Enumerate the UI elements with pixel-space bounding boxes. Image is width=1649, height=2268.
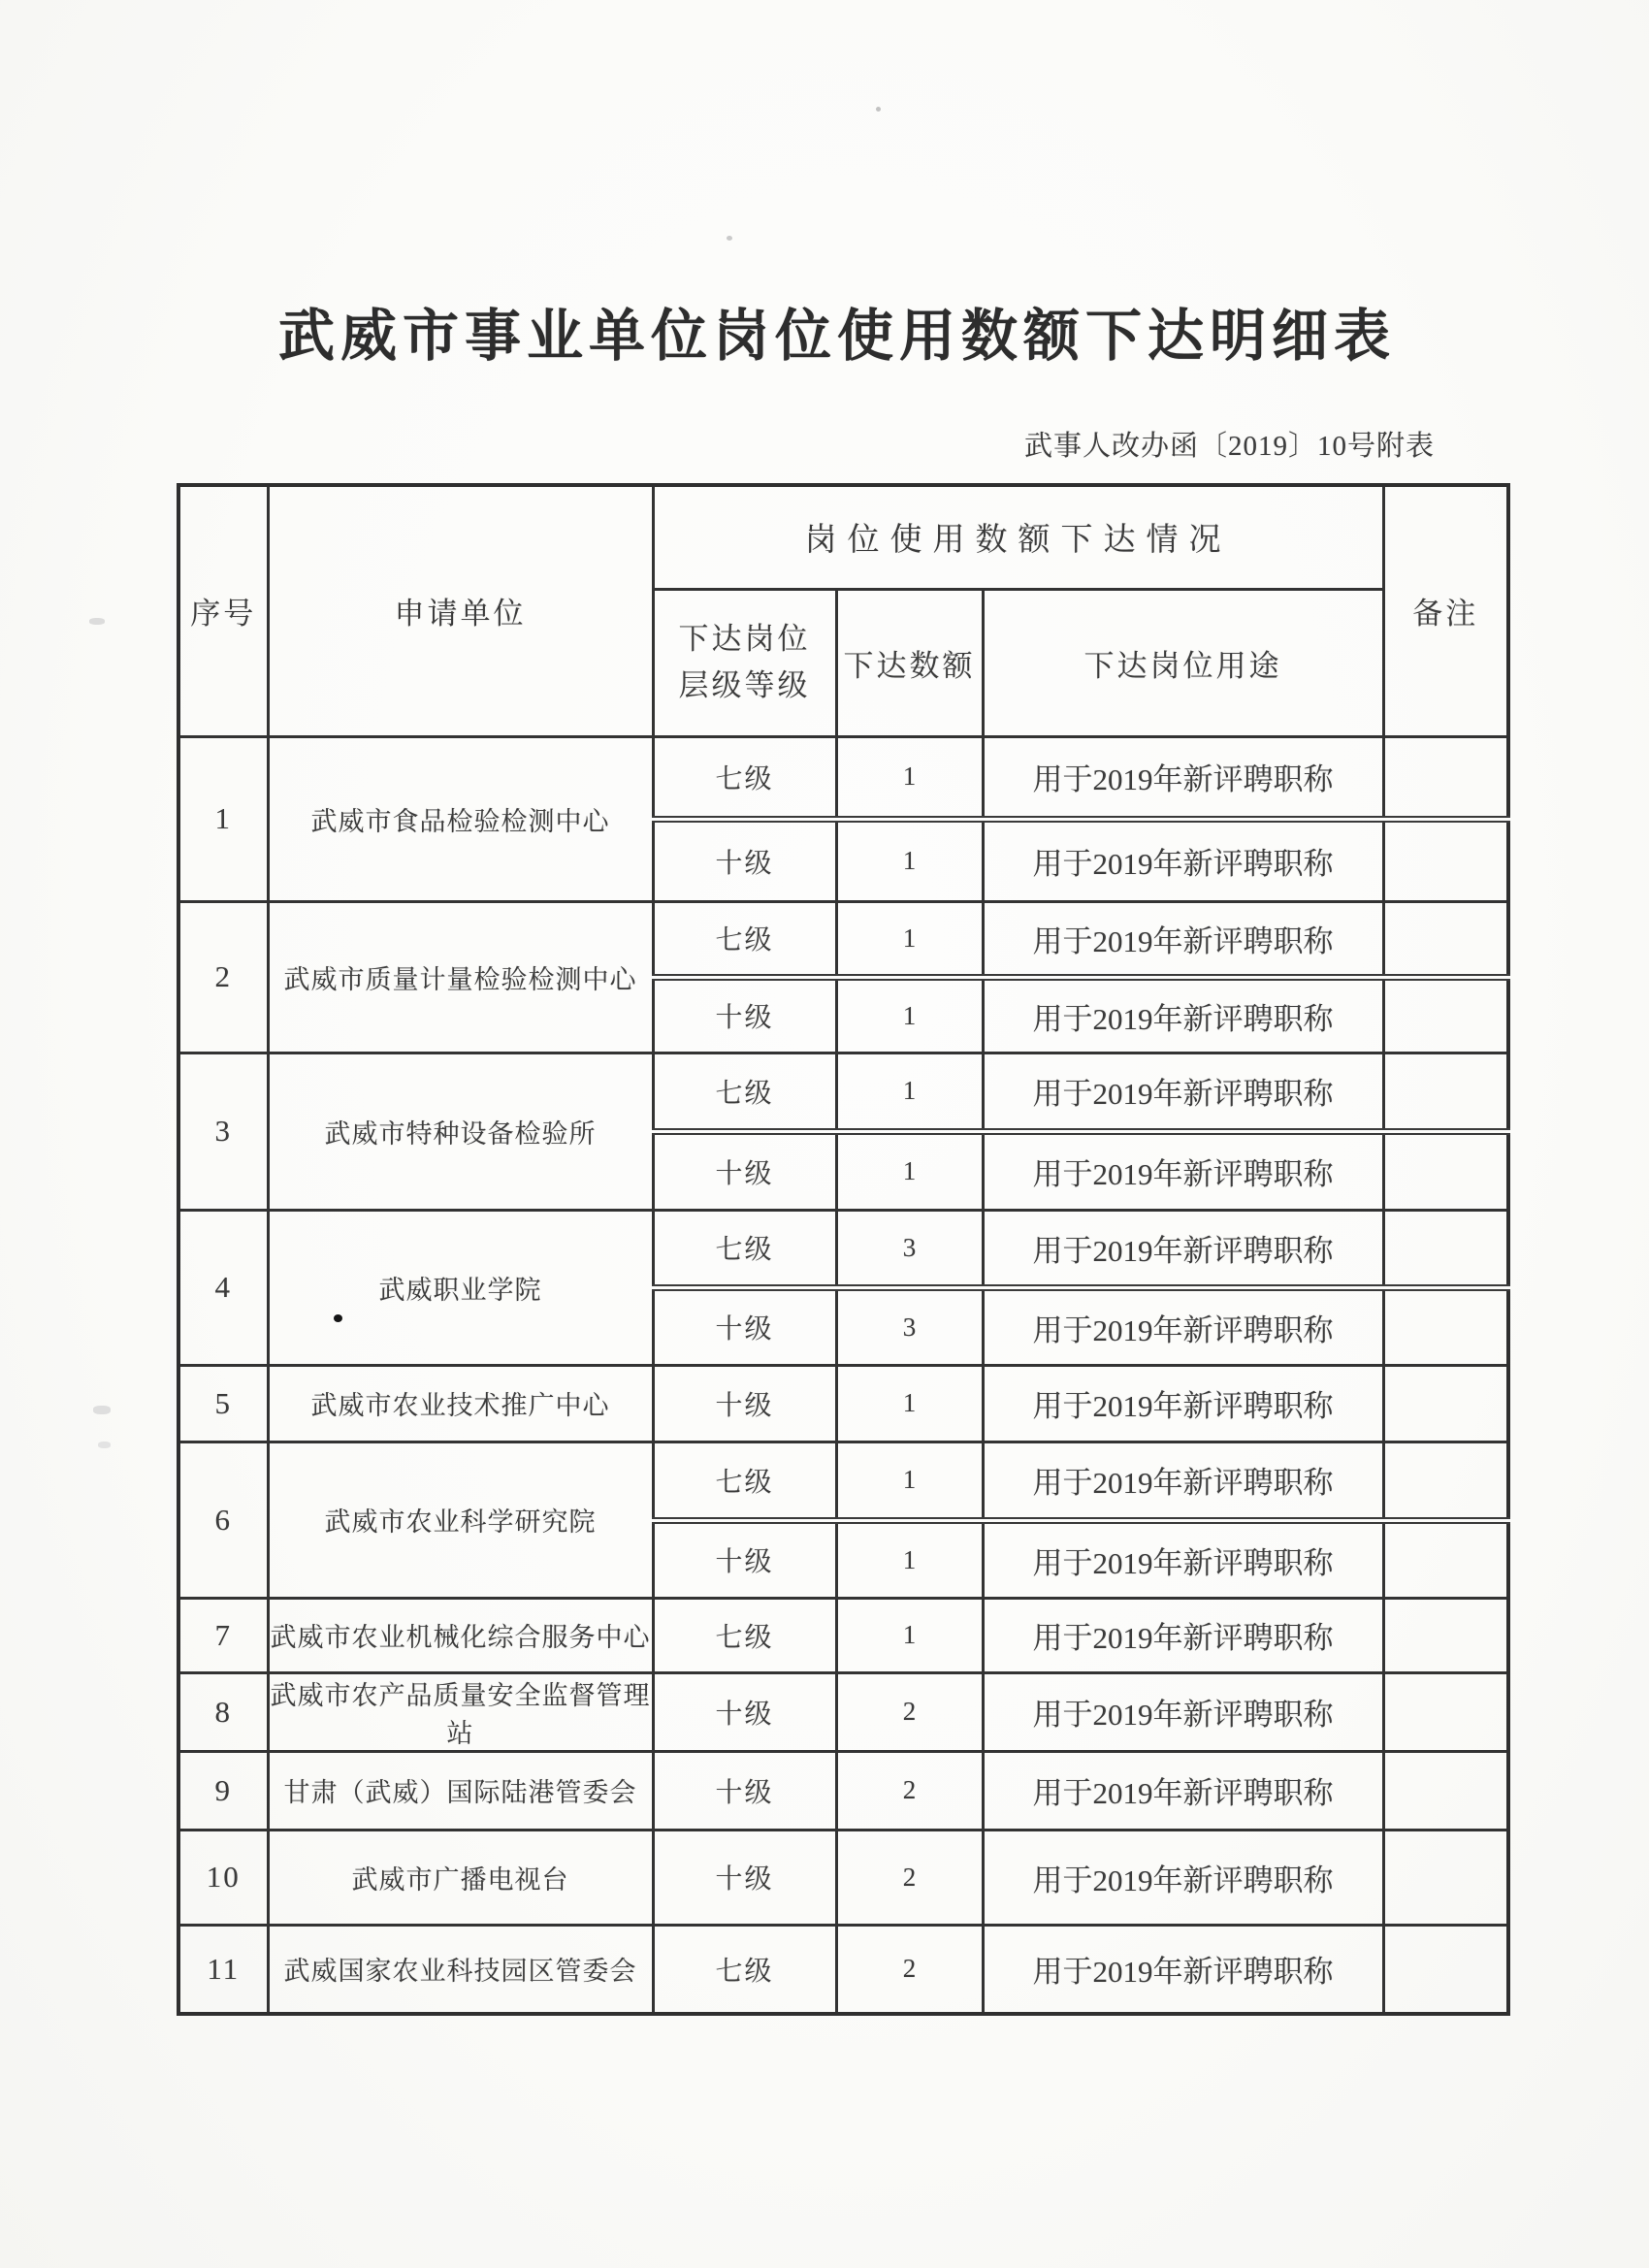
amount-cell: 1 xyxy=(836,977,983,1053)
seq-cell: 6 xyxy=(178,1442,268,1598)
amount-cell: 1 xyxy=(836,819,983,901)
unit-cell: 武威国家农业科技园区管委会 xyxy=(268,1925,653,2014)
remark-cell xyxy=(1383,1598,1508,1672)
level-cell: 七级 xyxy=(653,1053,836,1131)
unit-cell: 武威职业学院 xyxy=(268,1210,653,1365)
amount-cell: 1 xyxy=(836,1520,983,1598)
seq-cell: 2 xyxy=(178,901,268,1053)
scan-speck xyxy=(93,1406,111,1414)
remark-cell xyxy=(1383,977,1508,1053)
purpose-cell: 用于2019年新评聘职称 xyxy=(983,901,1383,977)
amount-cell: 1 xyxy=(836,901,983,977)
scan-speck xyxy=(876,107,881,112)
unit-cell: 武威市广播电视台 xyxy=(268,1830,653,1925)
header-remark: 备注 xyxy=(1383,485,1508,736)
level-cell: 七级 xyxy=(653,1925,836,2014)
scan-speck xyxy=(89,618,105,625)
purpose-cell: 用于2019年新评聘职称 xyxy=(983,977,1383,1053)
header-purpose: 下达岗位用途 xyxy=(983,589,1383,736)
header-seq: 序号 xyxy=(178,485,268,736)
purpose-cell: 用于2019年新评聘职称 xyxy=(983,1925,1383,2014)
level-cell: 十级 xyxy=(653,1830,836,1925)
unit-cell: 武威市农业科学研究院 xyxy=(268,1442,653,1598)
document-title: 武威市事业单位岗位使用数额下达明细表 xyxy=(277,305,1396,368)
unit-cell: 武威市农业技术推广中心 xyxy=(268,1365,653,1442)
remark-cell xyxy=(1383,1053,1508,1131)
seq-cell: 10 xyxy=(178,1830,268,1925)
purpose-cell: 用于2019年新评聘职称 xyxy=(983,1598,1383,1672)
remark-cell xyxy=(1383,1442,1508,1520)
amount-cell: 2 xyxy=(836,1925,983,2014)
purpose-cell: 用于2019年新评聘职称 xyxy=(983,1442,1383,1520)
amount-cell: 3 xyxy=(836,1287,983,1365)
unit-cell: 武威市农产品质量安全监督管理站 xyxy=(268,1672,653,1751)
unit-cell: 武威市质量计量检验检测中心 xyxy=(268,901,653,1053)
remark-cell xyxy=(1383,1287,1508,1365)
header-group: 岗位使用数额下达情况 xyxy=(653,485,1383,589)
header-unit: 申请单位 xyxy=(268,485,653,736)
remark-cell xyxy=(1383,901,1508,977)
seq-cell: 4 xyxy=(178,1210,268,1365)
remark-cell xyxy=(1383,1131,1508,1210)
level-cell: 十级 xyxy=(653,1520,836,1598)
seq-cell: 1 xyxy=(178,736,268,901)
amount-cell: 1 xyxy=(836,1598,983,1672)
seq-cell: 8 xyxy=(178,1672,268,1751)
level-cell: 十级 xyxy=(653,1751,836,1830)
seq-cell: 11 xyxy=(178,1925,268,2014)
remark-cell xyxy=(1383,1751,1508,1830)
remark-cell xyxy=(1383,1520,1508,1598)
remark-cell xyxy=(1383,1365,1508,1442)
purpose-cell: 用于2019年新评聘职称 xyxy=(983,1131,1383,1210)
level-cell: 十级 xyxy=(653,1131,836,1210)
level-cell: 十级 xyxy=(653,1287,836,1365)
level-cell: 十级 xyxy=(653,819,836,901)
level-cell: 七级 xyxy=(653,1442,836,1520)
purpose-cell: 用于2019年新评聘职称 xyxy=(983,1751,1383,1830)
purpose-cell: 用于2019年新评聘职称 xyxy=(983,1830,1383,1925)
amount-cell: 1 xyxy=(836,1365,983,1442)
amount-cell: 1 xyxy=(836,736,983,819)
amount-cell: 1 xyxy=(836,1131,983,1210)
unit-cell: 甘肃（武威）国际陆港管委会 xyxy=(268,1751,653,1830)
scan-speck xyxy=(98,1442,111,1448)
remark-cell xyxy=(1383,1210,1508,1287)
amount-cell: 2 xyxy=(836,1830,983,1925)
purpose-cell: 用于2019年新评聘职称 xyxy=(983,736,1383,819)
scan-speck xyxy=(727,236,732,241)
amount-cell: 3 xyxy=(836,1210,983,1287)
seq-cell: 7 xyxy=(178,1598,268,1672)
remark-cell xyxy=(1383,1925,1508,2014)
purpose-cell: 用于2019年新评聘职称 xyxy=(983,1520,1383,1598)
remark-cell xyxy=(1383,736,1508,819)
remark-cell xyxy=(1383,819,1508,901)
header-level-label: 下达岗位层级等级 xyxy=(678,621,811,702)
level-cell: 七级 xyxy=(653,901,836,977)
purpose-cell: 用于2019年新评聘职称 xyxy=(983,1287,1383,1365)
document-reference-number: 武事人改办函〔2019〕10号附表 xyxy=(1023,431,1435,462)
level-cell: 七级 xyxy=(653,736,836,819)
scan-speck xyxy=(334,1314,342,1322)
purpose-cell: 用于2019年新评聘职称 xyxy=(983,1210,1383,1287)
unit-cell: 武威市特种设备检验所 xyxy=(268,1053,653,1210)
header-level xyxy=(653,589,836,736)
amount-cell: 2 xyxy=(836,1672,983,1751)
remark-cell xyxy=(1383,1672,1508,1751)
purpose-cell: 用于2019年新评聘职称 xyxy=(983,1053,1383,1131)
quota-table xyxy=(177,483,1510,2016)
remark-cell xyxy=(1383,1830,1508,1925)
purpose-cell: 用于2019年新评聘职称 xyxy=(983,819,1383,901)
amount-cell: 2 xyxy=(836,1751,983,1830)
header-amount: 下达数额 xyxy=(836,589,983,736)
unit-cell: 武威市食品检验检测中心 xyxy=(268,736,653,901)
amount-cell: 1 xyxy=(836,1442,983,1520)
purpose-cell: 用于2019年新评聘职称 xyxy=(983,1672,1383,1751)
seq-cell: 5 xyxy=(178,1365,268,1442)
purpose-cell: 用于2019年新评聘职称 xyxy=(983,1365,1383,1442)
seq-cell: 9 xyxy=(178,1751,268,1830)
unit-cell: 武威市农业机械化综合服务中心 xyxy=(268,1598,653,1672)
level-cell: 十级 xyxy=(653,1365,836,1442)
level-cell: 七级 xyxy=(653,1598,836,1672)
seq-cell: 3 xyxy=(178,1053,268,1210)
amount-cell: 1 xyxy=(836,1053,983,1131)
level-cell: 七级 xyxy=(653,1210,836,1287)
level-cell: 十级 xyxy=(653,977,836,1053)
level-cell: 十级 xyxy=(653,1672,836,1751)
